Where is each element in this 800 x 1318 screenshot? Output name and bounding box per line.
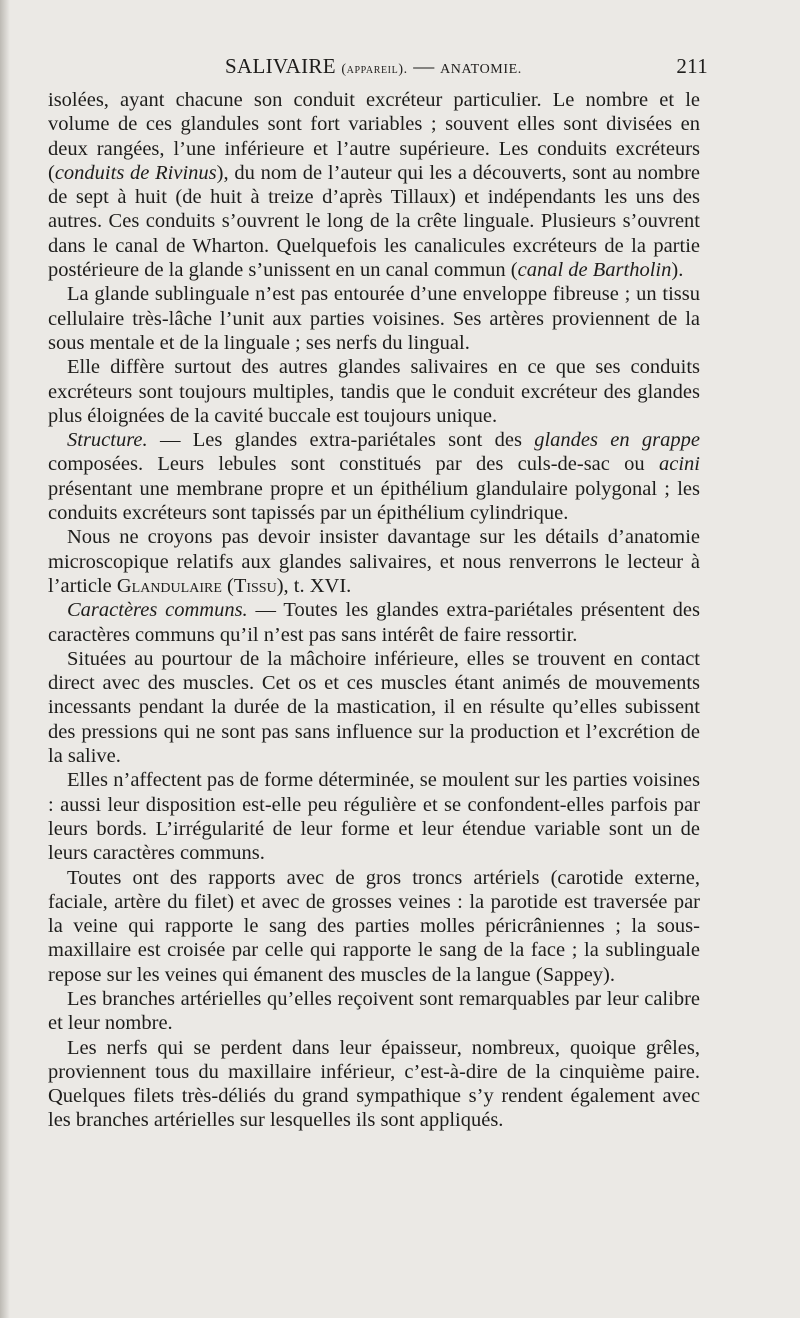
paragraph [48, 1036, 700, 1133]
italic-text: canal de Bartholin [517, 259, 672, 282]
italic-text: Caractères communs. [67, 599, 248, 622]
text-run: ( [221, 574, 234, 597]
italic-text: Structure. [67, 429, 148, 452]
paragraph [48, 866, 700, 987]
header-title-dash: — [407, 54, 441, 78]
text-run: Toutes ont des rapports avec de gros troncs artériels (carotide externe, faciale, artère du filet) et avec de grosses veines : la parotide est traversée par la veine qui rapporte le sang des parties molles péricrâniennes ; la sous-maxillaire est croisée par celle qui rapporte le sang de la face ; la sublinguale repose sur les veines qui émanent des muscles de la langue (Sappey). [48, 866, 700, 986]
running-header [48, 54, 708, 84]
text-run: présentant une membrane propre et un épithélium glandulaire polygonal ; les conduits excréteurs sont tapissés par un épithélium cylindrique. [48, 477, 700, 525]
header-title [225, 54, 522, 79]
page-gutter-shadow [0, 0, 10, 1318]
paragraph [48, 525, 700, 598]
smallcaps-text: Glandulaire [116, 574, 222, 597]
paragraph [48, 355, 700, 428]
text-run: Situées au pourtour de la mâchoire inférieure, elles se trouvent en contact direct avec des muscles. Cet os et ces muscles étant animés de mouvements incessants pendant la durée de la mastication, il en résulte qu’elles subissent des pressions qui ne sont pas sans influence sur la production et l’excrétion de la salive. [48, 647, 700, 768]
text-run: Les branches artérielles qu’elles reçoivent sont remarquables par leur calibre et leur nombre. [48, 987, 700, 1035]
text-run: ). [671, 259, 684, 282]
header-title-section: ANATOMIE. [440, 62, 522, 77]
italic-text: conduits de Rivinus [54, 161, 217, 184]
paragraph [48, 647, 700, 768]
paragraph [48, 987, 700, 1036]
text-run: composées. Leurs lebules sont constitués par des culs-de-sac ou [48, 453, 659, 476]
text-run: Les nerfs qui se perdent dans leur épaisseur, nombreux, quoique grêles, proviennent tous du maxillaire inférieur, c’est-à-dire de la cinquième paire. Quelques filets très-déliés du grand sympathique s’y rendent également avec les branches artérielles sur lesquelles ils sont appliqués. [48, 1036, 700, 1132]
paragraph [48, 598, 700, 647]
text-run: ), du nom de l’auteur qui les a découverts, sont au nombre de sept à huit (de huit à treize d’après Tillaux) et indépendants les uns des autres. Ces conduits s’ouvrent le long de la crête linguale. Plusieurs s’ouvrent dans le canal de Wharton. Quelquefois les canalicules excréteurs de la partie postérieure de la glande s’unissent en un canal commun ( [48, 161, 700, 282]
paragraph [48, 428, 700, 525]
text-run: — Les glandes extra-pariétales sont des [147, 429, 535, 452]
header-title-paren: (appareil). [341, 62, 408, 77]
text-run: La glande sublinguale n’est pas entourée d’une enveloppe fibreuse ; un tissu cellulaire très-lâche l’unit aux parties voisines. Ses artères proviennent de la sous mentale et de la linguale ; ses nerfs du lingual. [48, 283, 700, 354]
page-number: 211 [676, 54, 708, 78]
text-run: ), t. XVI. [276, 574, 352, 597]
text-run: Elles n’affectent pas de forme déterminée, se moulent sur les parties voisines : aussi leur disposition est-elle peu régulière et se confondent-elles parfois par leurs bords. L’irrégularité de leur forme et leur étendue variable sont un de leurs caractères communs. [48, 769, 700, 865]
header-title-main: SALIVAIRE [225, 54, 336, 78]
text-run: isolées, ayant chacune son conduit excréteur particulier. Le nombre et le volume de ces glandules sont fort variables ; souvent elles sont divisées en deux rangées, l’une inférieure et l’autre supérieure. Les conduits excréteurs ( [48, 89, 700, 184]
text-run: — Toutes les glandes extra-pariétales présentent des caractères communs qu’il n’est pas sans intérêt de faire ressortir. [48, 599, 700, 646]
text-run: Nous ne croyons pas devoir insister davantage sur les détails d’anatomie microscopique relatifs aux glandes salivaires, et nous renverrons le lecteur à l’article [48, 526, 700, 597]
italic-text: glandes en grappe [534, 429, 700, 452]
paragraph [48, 282, 700, 355]
text-run: Elle diffère surtout des autres glandes salivaires en ce que ses conduits excréteurs sont toujours multiples, tandis que le conduit excréteur des glandes plus éloignées de la cavité buccale est toujours unique. [48, 356, 700, 427]
italic-text: acini [659, 453, 700, 476]
smallcaps-text: Tissu [233, 574, 277, 597]
paragraph [48, 88, 700, 282]
paragraph [48, 768, 700, 865]
page-body-text [48, 88, 700, 1133]
